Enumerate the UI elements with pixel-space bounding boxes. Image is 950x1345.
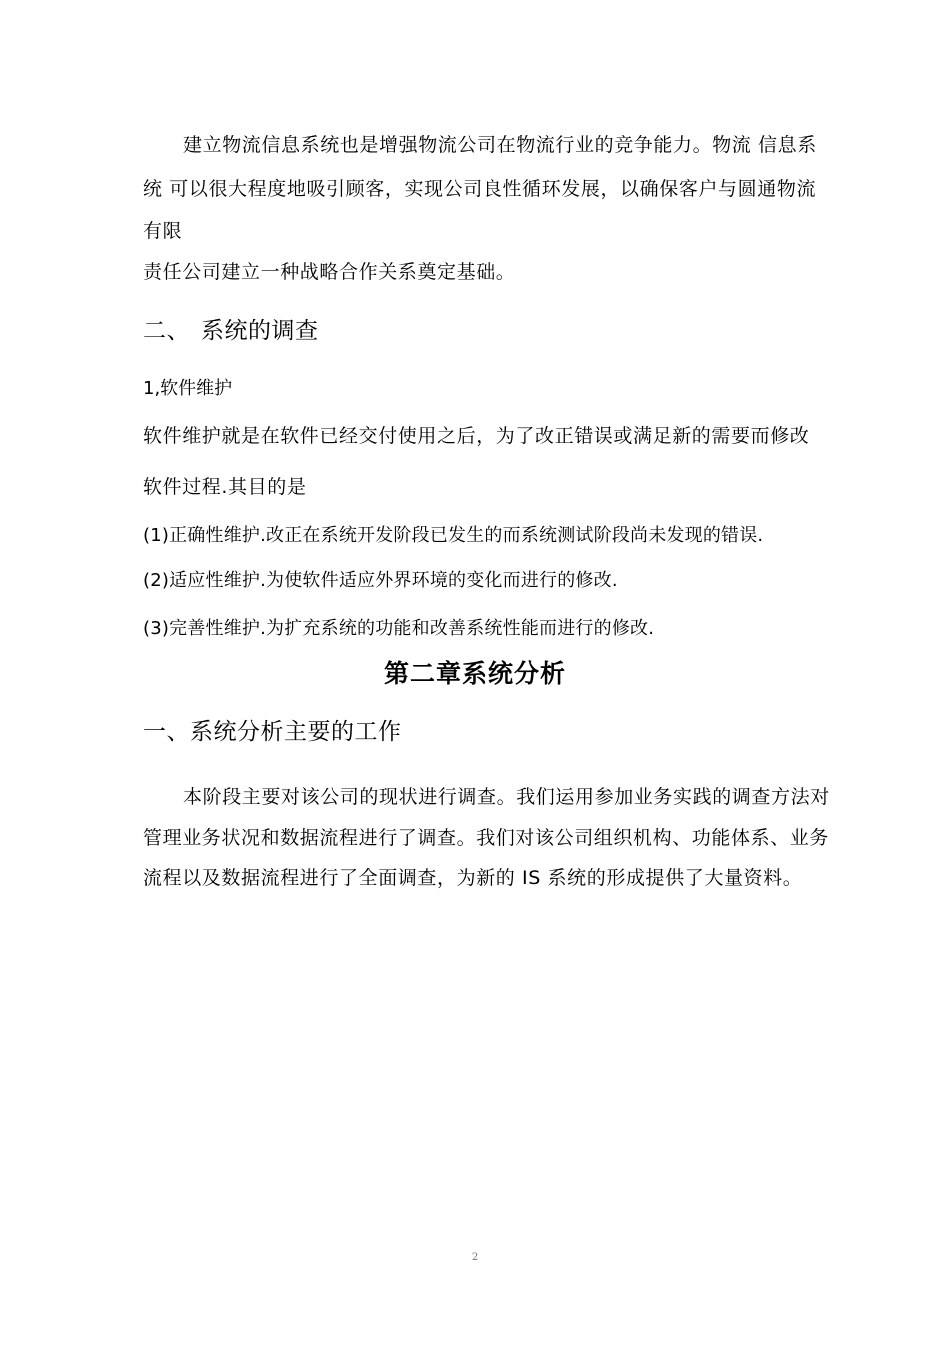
intro-paragraph-line-2: 统 可以很大程度地吸引顾客，实现公司良性循环发展，以确保客户与圆通物流 [143, 178, 817, 200]
intro-paragraph-line-3: 有限 [143, 220, 183, 242]
list-item: (1)正确性维护.改正在系统开发阶段已发生的而系统测试阶段尚未发现的错误. [143, 525, 764, 546]
analysis-paragraph-line-1: 本阶段主要对该公司的现状进行调查。我们运用参加业务实践的调查方法对 [183, 786, 830, 808]
section-number: 二、 [143, 318, 190, 344]
section-title: 系统的调查 [201, 318, 319, 344]
list-item: (2)适应性维护.为使软件适应外界环境的变化而进行的修改. [143, 570, 618, 591]
intro-paragraph-line-1: 建立物流信息系统也是增强物流公司在物流行业的竞争能力。物流 信息系 [183, 134, 817, 156]
section-heading-analysis: 一、系统分析主要的工作 [143, 719, 402, 745]
chapter-title: 第二章系统分析 [383, 659, 566, 688]
section-heading-survey [143, 317, 319, 345]
maintenance-paragraph-line-2: 软件过程.其目的是 [143, 476, 307, 498]
analysis-paragraph-line-2: 管理业务状况和数据流程进行了调查。我们对该公司组织机构、功能体系、业务 [143, 827, 830, 849]
subsection-title: 1,软件维护 [143, 378, 233, 399]
page-number: 2 [471, 1252, 479, 1263]
intro-paragraph-line-4: 责任公司建立一种战略合作关系奠定基础。 [143, 261, 516, 283]
list-item: (3)完善性维护.为扩充系统的功能和改善系统性能而进行的修改. [143, 618, 655, 639]
maintenance-paragraph-line-1: 软件维护就是在软件已经交付使用之后，为了改正错误或满足新的需要而修改 [143, 425, 810, 447]
analysis-paragraph-line-3: 流程以及数据流程进行了全面调查，为新的 IS 系统的形成提供了大量资料。 [143, 867, 803, 889]
